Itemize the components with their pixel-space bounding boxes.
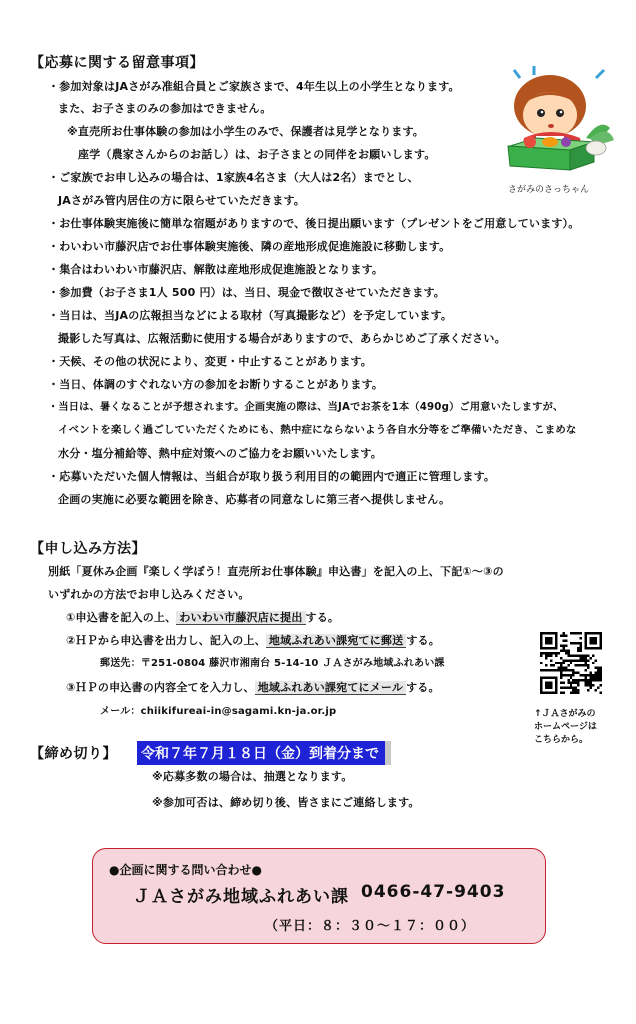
deadline-note: ※参加可否は、締め切り後、皆さまにご連絡します。: [152, 796, 420, 809]
note-line: イベントを楽しく過ごしていただくためにも、熱中症にならないよう各自水分等をご準備いただき、こまめな: [58, 424, 577, 436]
contact-hours: （平日：８：３０～１７：００）: [265, 919, 476, 934]
apply-intro: いずれかの方法でお申し込みください。: [48, 588, 250, 601]
section-heading-notes: 【応募に関する留意事項】: [30, 55, 204, 71]
note-line: ・当日、体調のすぐれない方の参加をお断りすることがあります。: [48, 378, 384, 391]
note-line: ・集合はわいわい市藤沢店、解散は産地形成促進施設となります。: [48, 263, 384, 276]
contact-box: [92, 848, 546, 944]
note-line: ・お仕事体験実施後に簡単な宿題がありますので、後日提出願います（プレゼントをご用意しています）。: [48, 217, 580, 230]
note-line: 座学（農家さんからのお話し）は、お子さまとの同伴をお願いします。: [78, 148, 436, 161]
note-line: 撮影した写真は、広報活動に使用する場合がありますので、あらかじめご了承ください。: [58, 332, 506, 345]
apply-intro: 別紙「夏休み企画『楽しく学ぼう！直売所お仕事体験』申込書」を記入の上、下記①～③の: [48, 565, 504, 578]
method-2: ②ＨＰから申込書を出力し、記入の上、 地域ふれあい課宛てに郵送 する。: [66, 634, 440, 647]
section-heading-apply: 【申し込み方法】: [30, 541, 146, 557]
note-line: ・参加費（お子さま1人 500 円）は、当日、現金で徴収させていただきます。: [48, 286, 445, 299]
note-line: ・わいわい市藤沢店でお仕事体験実施後、隣の産地形成促進施設に移動します。: [48, 240, 451, 253]
email-address: メール：chiikifureai-in@sagami.kn-ja.or.jp: [100, 706, 337, 717]
method-2-highlight: 地域ふれあい課宛てに郵送: [266, 634, 406, 648]
note-line: 水分・塩分補給等、熱中症対策へのご協力をお願いいたします。: [58, 447, 382, 460]
deadline-value: 令和７年７月１８日（金）到着分まで: [137, 741, 391, 765]
mascot-illustration: [500, 62, 618, 180]
qr-code[interactable]: [540, 632, 602, 694]
note-line: ※直売所お仕事体験の参加は小学生のみで、保護者は見学となります。: [67, 125, 424, 138]
qr-caption: ↑ＪＡさがみの ホームページは こちらから。: [534, 709, 597, 745]
method-1-highlight: わいわい市藤沢店に提出: [176, 611, 305, 625]
note-line: また、お子さまのみの参加はできません。: [58, 102, 272, 115]
note-line: 企画の実施に必要な範囲を除き、応募者の同意なしに第三者へ提供しません。: [58, 493, 451, 506]
deadline-note: ※応募多数の場合は、抽選となります。: [152, 770, 353, 783]
note-line: JAさがみ管内居住の方に限らせていただきます。: [58, 194, 305, 207]
note-line: ・当日は、暑くなることが予想されます。企画実施の際は、当JAでお茶を1本（490g）ご用意いたしますが、: [48, 402, 564, 413]
contact-title: ●企画に関する問い合わせ●: [109, 863, 262, 877]
method-1: ①申込書を記入の上、 わいわい市藤沢店に提出 する。: [66, 611, 340, 624]
postal-address: 郵送先：〒251-0804 藤沢市湘南台 5-14-10 ＪＡさがみ地域ふれあい課: [100, 658, 445, 669]
note-line: ・ご家族でお申し込みの場合は、1家族4名さま（大人は2名）までとし、: [48, 171, 419, 184]
deadline-label: 【締め切り】: [30, 746, 117, 762]
note-line: ・応募いただいた個人情報は、当組合が取り扱う利用目的の範囲内で適正に管理します。: [48, 470, 496, 483]
contact-phone[interactable]: 0466-47-9403: [361, 882, 506, 902]
method-3: ③ＨＰの申込書の内容全てを入力し、 地域ふれあい課宛てにメール する。: [66, 681, 440, 694]
note-line: ・参加対象はJAさがみ准組合員とご家族さまで、4年生以上の小学生となります。: [48, 80, 460, 93]
note-line: ・天候、その他の状況により、変更・中止することがあります。: [48, 355, 372, 368]
mascot-caption: さがみのさっちゃん: [508, 185, 590, 195]
contact-org: ＪＡさがみ地域ふれあい課: [133, 887, 349, 907]
note-line: ・当日は、当JAの広報担当などによる取材（写真撮影など）を予定しています。: [48, 309, 453, 322]
method-3-highlight: 地域ふれあい課宛てにメール: [255, 681, 406, 695]
